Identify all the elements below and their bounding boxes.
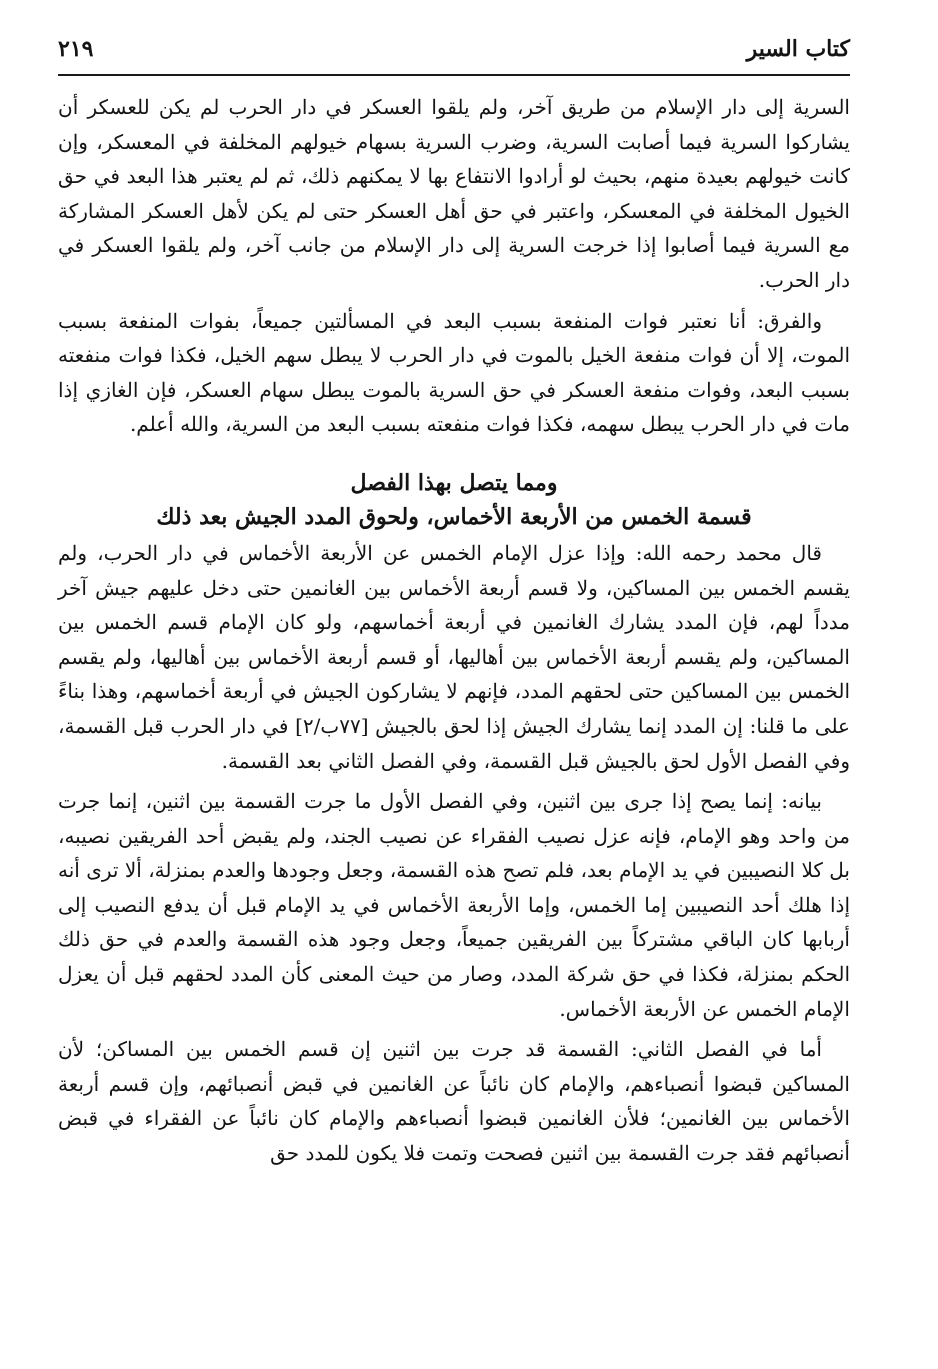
paragraph-1: السرية إلى دار الإسلام من طريق آخر، ولم يلقوا العسكر في دار الحرب لم يكن للعسكر أن يشاركوا السرية فيما أصابت السرية، وضرب السرية بسهام خيولهم المخلفة في المعسكر، وإن كانت خيولهم بعيدة منهم، بحيث لو أرادوا الانتفاع بها لا يمكنهم ذلك، ثم لم يعتبر هذا البعد في حق الخيول المخلفة في المعسكر، واعتبر في حق أهل العسكر حتى لم يكن لأهل العسكر المشاركة مع السرية فيما أصابوا إذا خرجت السرية إلى دار الإسلام من جانب آخر، ولم يلقوا العسكر في دار الحرب. <box>58 95 850 292</box>
body-text <box>58 90 850 1171</box>
subsection-heading: قسمة الخمس من الأربعة الأخماس، ولحوق المدد الجيش بعد ذلك <box>156 503 752 530</box>
header-title: كتاب السير <box>746 36 850 62</box>
header-rule <box>58 74 850 76</box>
section-heading: ومما يتصل بهذا الفصل <box>350 469 558 496</box>
page-number: ٢١٩ <box>58 36 94 62</box>
paragraph-3: قال محمد رحمه الله: وإذا عزل الإمام الخمس عن الأربعة الأخماس في دار الحرب، ولم يقسم الخمس بين المساكين، ولا قسم أربعة الأخماس بين الغانمين حتى دخل عليهم جيش آخر مدداً لهم، فإن المدد يشارك الغانمين في أربعة أخماسهم، ولو كان الإمام قسم الخمس بين المساكين، ولم يقسم أربعة الأخماس بين أهاليها، أو قسم أربعة الأخماس بين أهاليها، ولم يقسم الخمس بين المساكين حتى لحقهم المدد، فإنهم لا يشاركون الجيش في أربعة أخماسهم، وهذا بناءً على ما قلنا: إن المدد إنما يشارك الجيش إذا لحق بالجيش [٧٧ب/٢] في دار الحرب قبل القسمة، وفي الفصل الأول لحق بالجيش قبل القسمة، وفي الفصل الثاني بعد القسمة. <box>58 540 850 773</box>
running-header <box>58 30 850 76</box>
paragraph-4: بيانه: إنما يصح إذا جرى بين اثنين، وفي الفصل الأول ما جرت القسمة بين اثنين، إنما جرت من واحد وهو الإمام، فإنه عزل نصيب الفقراء عن نصيب الجند، ولم يقبض أحد الفريقين نصيبه، بل كلا النصيبين في يد الإمام بعد، فلم تصح هذه القسمة، وجعل وجودها والعدم بمنزلة، ألا ترى أنه إذا هلك أحد النصيبين إما الخمس، وإما الأربعة الأخماس في يد الإمام قبل أن يدفع النصيب إلى أربابها كان الباقي مشتركاً بين الفريقين جميعاً، وجعل وجود هذه القسمة والعدم في حق ذلك الحكم بمنزلة، فكذا في حق شركة المدد، وصار من حيث المعنى كأن المدد لحقهم قبل أن يعزل الإمام الخمس عن الأربعة الأخماس. <box>58 789 850 1021</box>
paragraph-2: والفرق: أنا نعتبر فوات المنفعة بسبب البعد في المسألتين جميعاً، بفوات المنفعة بسبب الموت، إلا أن فوات منفعة الخيل بالموت في دار الحرب لا يبطل سهم الخيل، فكذا فوات منفعته بسبب البعد، وفوات منفعة العسكر في حق السرية بالموت يبطل سهام العسكر، فإن الغازي إذا مات في دار الحرب يبطل سهمه، فكذا فوات منفعته بسبب البعد من السرية، والله أعلم. <box>58 308 850 437</box>
paragraph-5: أما في الفصل الثاني: القسمة قد جرت بين اثنين إن قسم الخمس بين المساكن؛ لأن المساكين قبضوا أنصباءهم، والإمام كان نائباً عن الغانمين في قبض أنصبائهم، وإن قسم أربعة الأخماس بين الغانمين؛ فلأن الغانمين قبضوا أنصباءهم والإمام كان نائباً عن الفقراء في قبض أنصبائهم فقد جرت القسمة بين اثنين فصحت وتمت فلا يكون للمدد حق <box>58 1037 850 1166</box>
